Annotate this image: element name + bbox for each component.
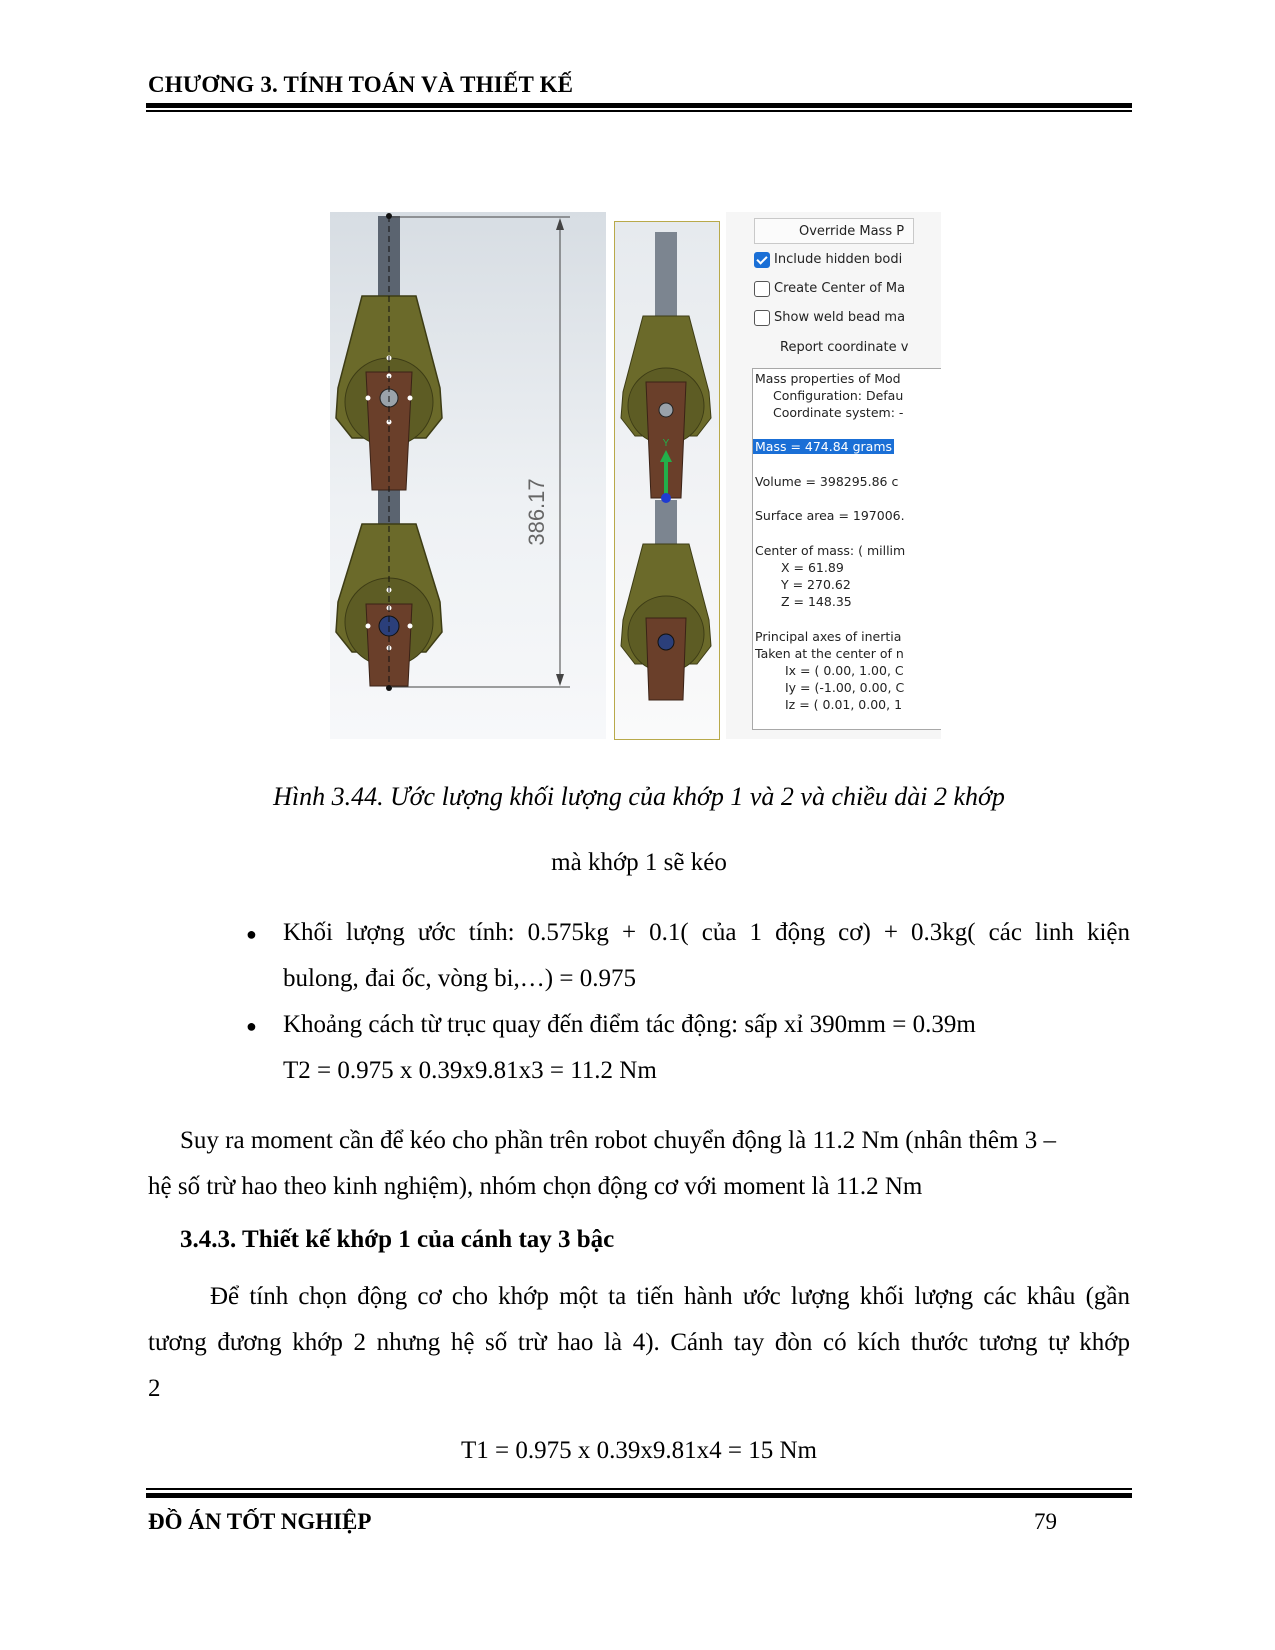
triad-y-label: Y xyxy=(662,438,670,449)
include-hidden-checkbox[interactable] xyxy=(754,252,770,268)
paragraph-joint1-line2: tương đương khớp 2 nhưng hệ số trừ hao là 4). Cánh tay đòn có kích thước tương tự khớp xyxy=(148,1329,1130,1356)
bullet-dot: ● xyxy=(246,924,257,944)
upper-bearing xyxy=(659,403,673,417)
dim-arrow-bottom xyxy=(556,674,564,686)
output-line: Surface area = 197006. xyxy=(755,508,905,523)
dim-endpoint xyxy=(386,685,392,691)
show-weld-label: Show weld bead ma xyxy=(774,310,906,325)
cad-view-mass xyxy=(614,221,720,740)
output-line: Center of mass: ( millim xyxy=(755,543,906,558)
section-heading: 3.4.3. Thiết kế khớp 1 của cánh tay 3 bậc xyxy=(180,1226,615,1253)
dimension-label: 386.17 xyxy=(524,478,549,546)
output-line: X = 61.89 xyxy=(781,560,844,575)
output-line: Principal axes of inertia xyxy=(755,629,902,644)
bullet-mass-line1: Khối lượng ước tính: 0.575kg + 0.1( của 1 động cơ) + 0.3kg( các linh kiện xyxy=(283,919,1130,946)
mass-properties-panel xyxy=(726,212,941,739)
chapter-header: CHƯƠNG 3. TÍNH TOÁN VÀ THIẾT KẾ xyxy=(148,72,574,97)
dim-endpoint xyxy=(386,213,392,219)
output-line: Ix = ( 0.00, 1.00, C xyxy=(785,663,904,678)
report-coordinate-link[interactable]: Report coordinate v xyxy=(780,340,909,355)
dim-arrow-top xyxy=(556,218,564,230)
figure-caption: Hình 3.44. Ước lượng khối lượng của khớp 1 và 2 và chiều dài 2 khớp xyxy=(273,782,1005,811)
paragraph-joint1-line1: Để tính chọn động cơ cho khớp một ta tiến hành ước lượng khối lượng các khâu (gần xyxy=(210,1283,1130,1310)
header-rule-thick xyxy=(146,103,1132,108)
bolt-hole xyxy=(366,624,371,629)
formula-t1: T1 = 0.975 x 0.39x9.81x4 = 15 Nm xyxy=(461,1437,817,1464)
footer-rule-thin xyxy=(146,1488,1132,1490)
paragraph-moment-line1: Suy ra moment cần để kéo cho phần trên robot chuyển động là 11.2 Nm (nhân thêm 3 – xyxy=(180,1127,1056,1154)
create-center-label: Create Center of Ma xyxy=(774,281,906,296)
bullet-mass-line2: bulong, đai ốc, vòng bi,…) = 0.975 xyxy=(283,965,636,992)
output-line: Configuration: Defau xyxy=(773,388,904,403)
bullet-distance: Khoảng cách từ trục quay đến điểm tác động: sấp xỉ 390mm = 0.39m xyxy=(283,1011,976,1038)
override-mass-button[interactable]: Override Mass P xyxy=(754,218,914,244)
bolt-hole xyxy=(366,396,371,401)
output-line: Iz = ( 0.01, 0.00, 1 xyxy=(785,697,903,712)
mass-properties-output xyxy=(752,368,941,730)
figure-caption-continuation: mà khớp 1 sẽ kéo xyxy=(551,849,727,876)
bullet-dot: ● xyxy=(246,1016,257,1036)
footer-title: ĐỒ ÁN TỐT NGHIỆP xyxy=(148,1509,372,1534)
output-line: Y = 270.62 xyxy=(781,577,851,592)
paragraph-moment-line2: hệ số trừ hao theo kinh nghiệm), nhóm chọn động cơ với moment là 11.2 Nm xyxy=(148,1173,923,1200)
header-rule-thin xyxy=(146,110,1132,112)
figure-3-44 xyxy=(330,212,941,739)
cad-view-dimensioned xyxy=(330,212,606,739)
triad-origin xyxy=(661,493,671,503)
bolt-hole xyxy=(408,624,413,629)
formula-t2: T2 = 0.975 x 0.39x9.81x3 = 11.2 Nm xyxy=(283,1057,657,1084)
show-weld-checkbox[interactable] xyxy=(754,310,770,326)
output-line: Mass properties of Mod xyxy=(755,371,901,386)
lower-bearing xyxy=(658,634,674,650)
paragraph-joint1-line3: 2 xyxy=(148,1375,161,1402)
output-line: Volume = 398295.86 c xyxy=(755,474,899,489)
output-line: Taken at the center of n xyxy=(755,646,904,661)
output-line: Coordinate system: - xyxy=(773,405,904,420)
arm-drawing-dimensioned xyxy=(330,212,606,739)
output-line: Iy = (-1.00, 0.00, C xyxy=(785,680,905,695)
create-center-checkbox[interactable] xyxy=(754,281,770,297)
include-hidden-label: Include hidden bodi xyxy=(774,252,903,267)
bolt-hole xyxy=(408,396,413,401)
arm-drawing-mass xyxy=(615,222,719,739)
lower-link-plate xyxy=(646,618,686,700)
shaft-top xyxy=(655,232,677,322)
page-number: 79 xyxy=(1034,1509,1057,1534)
mass-value-selected[interactable]: Mass = 474.84 grams xyxy=(755,439,893,454)
output-line: Z = 148.35 xyxy=(781,594,852,609)
footer-rule-thick xyxy=(146,1493,1132,1498)
